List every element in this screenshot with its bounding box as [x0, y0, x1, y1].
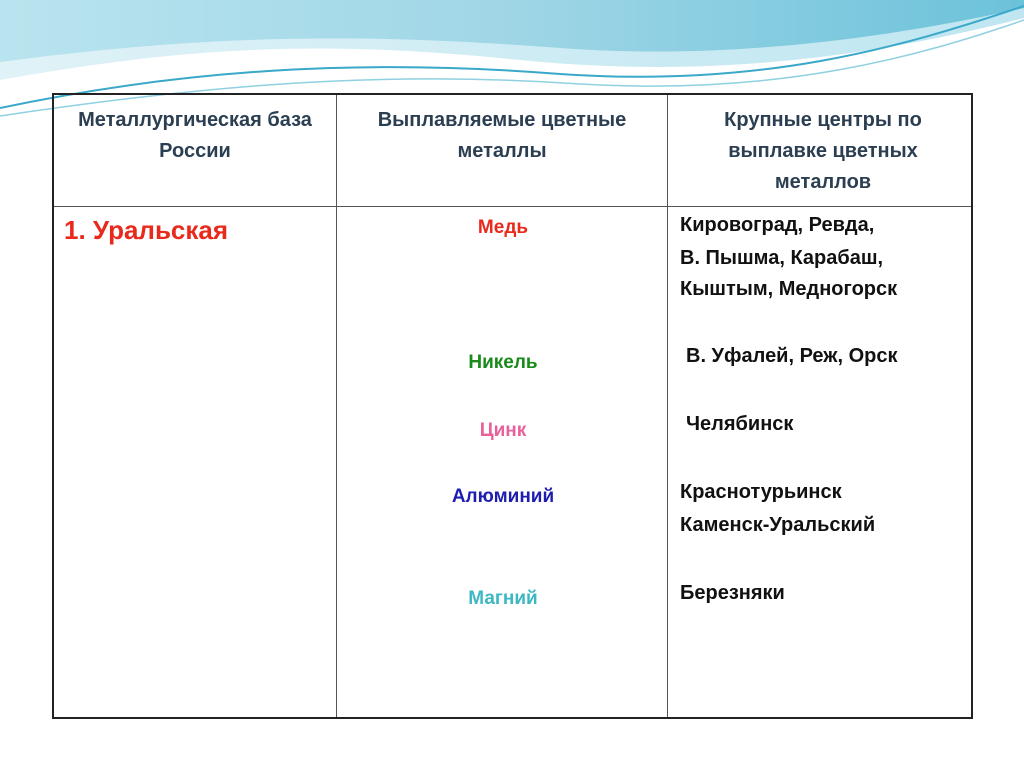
metal-aluminium: Алюминий	[451, 486, 555, 507]
center-line: В. Уфалей, Реж, Орск	[686, 345, 898, 367]
center-line: Кыштым, Медногорск	[680, 278, 898, 300]
center-line: Челябинск	[686, 413, 794, 435]
header-divider	[54, 206, 971, 207]
header-centers: Крупные центры по выплавке цветных металлов	[724, 109, 922, 193]
metallurgy-table	[52, 93, 973, 719]
center-line: В. Пышма, Карабаш,	[680, 247, 884, 269]
center-line: Каменск-Уральский	[680, 514, 876, 536]
base-name: 1. Уральская	[64, 215, 229, 245]
metal-magnesium: Магний	[468, 588, 538, 609]
column-divider	[667, 95, 668, 717]
center-line: Кировоград, Ревда,	[680, 214, 875, 236]
metal-nickel: Никель	[468, 352, 538, 373]
header-base: Металлургическая база России	[78, 109, 312, 162]
column-divider	[336, 95, 337, 717]
metal-zinc: Цинк	[479, 420, 527, 441]
metal-copper: Медь	[477, 217, 529, 238]
header-metals: Выплавляемые цветные металлы	[377, 109, 627, 162]
center-line: Березняки	[680, 582, 785, 604]
center-line: Краснотурьинск	[680, 481, 842, 503]
